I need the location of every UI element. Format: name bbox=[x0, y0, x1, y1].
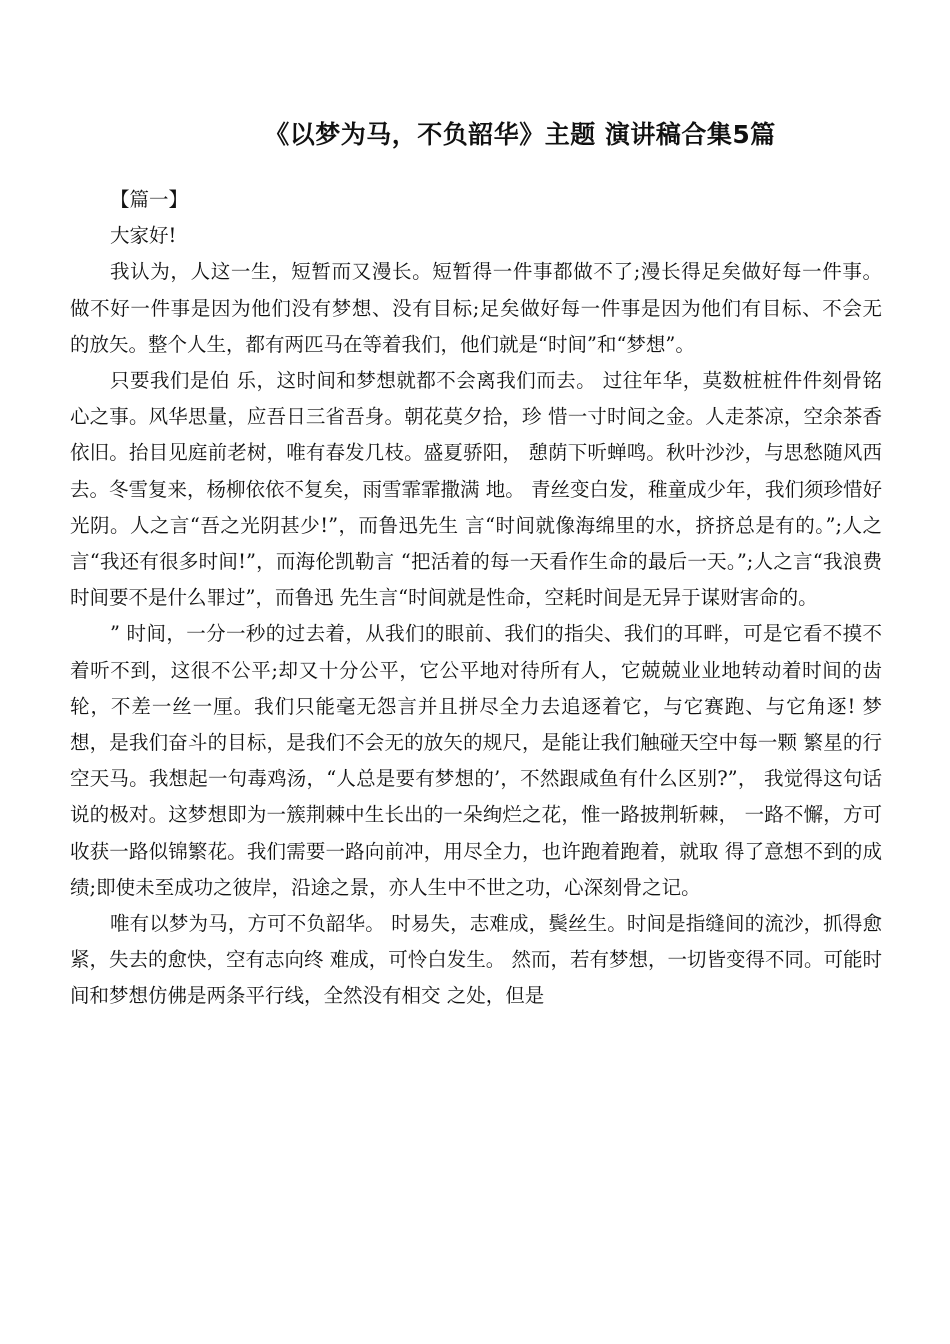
document-body bbox=[70, 182, 882, 1015]
paragraph-2: 只要我们是伯 乐，这时间和梦想就都不会离我们而去。 过往年华，莫数桩桩件件刻骨铭心之事。风华思量，应吾日三省吾身。朝花莫夕拾，珍 惜一寸时间之金。人走茶凉，空余茶香依旧。抬目见庭前老树，唯有春发几枝。盛夏骄阳， 憩荫下听蝉鸣。秋叶沙沙，与思愁随风西去。冬雪复来，杨柳依依不复矣，雨雪霏霏撒满 地。 青丝变白发，稚童成少年，我们须珍惜好光阴。人之言“吾之光阴甚少!”，而鲁迅先生 言“时间就像海绵里的水，挤挤总是有的。”;人之言“我还有很多时间!”，而海伦凯勒言 “把活着的每一天看作生命的最后一天。”;人之言“我浪费时间要不是什么罪过”，而鲁迅 先生言“时间就是性命，空耗时间是无异于谋财害命的。 bbox=[70, 369, 882, 610]
paragraph-1: 我认为，人这一生，短暂而又漫长。短暂得一件事都做不了;漫长得足矣做好每一件事。 做不好一件事是因为他们没有梦想、没有目标;足矣做好每一件事是因为他们有目标、不会无 的放矢。整个人生，都有两匹马在等着我们，他们就是“时间”和“梦想”。 bbox=[70, 260, 882, 356]
paragraph-3: ” 时间，一分一秒的过去着，从我们的眼前、我们的指尖、我们的耳畔，可是它看不摸不 着听不到，这很不公平;却又十分公平，它公平地对待所有人，它兢兢业业地转动着时间的齿 轮，不差一丝一厘。我们只能毫无怨言并且拼尽全力去追逐着它，与它赛跑、与它角逐! 梦想，是我们奋斗的目标，是我们不会无的放矢的规尺，是能让我们触碰天空中每一颗 繁星的行空天马。我想起一句毒鸡汤，“人总是要有梦想的’，不然跟咸鱼有什么区别?”， 我觉得这句话说的极对。这梦想即为一簇荆棘中生长出的一朵绚烂之花，惟一路披荆斩棘， 一路不懈，方可收获一路似锦繁花。我们需要一路向前冲，用尽全力，也许跑着跑着，就取 得了意想不到的成绩;即使未至成功之彼岸，沿途之景，亦人生中不世之功，心深刻骨之记。 bbox=[70, 622, 882, 899]
section-heading: 【篇一】 bbox=[110, 188, 189, 211]
paragraph-greeting: 大家好! bbox=[110, 224, 177, 248]
document-title: 《以梦为马，不负韶华》主题 演讲稿合集5篇 bbox=[264, 119, 776, 149]
paragraph-4: 唯有以梦为马，方可不负韶华。 时易失，志难成，鬓丝生。时间是指缝间的流沙，抓得愈紧，失去的愈快，空有志向终 难成，可怜白发生。 然而，若有梦想，一切皆变得不同。可能时间和梦想仿佛是两条平行线，全然没有相交 之处，但是 bbox=[70, 912, 882, 1008]
